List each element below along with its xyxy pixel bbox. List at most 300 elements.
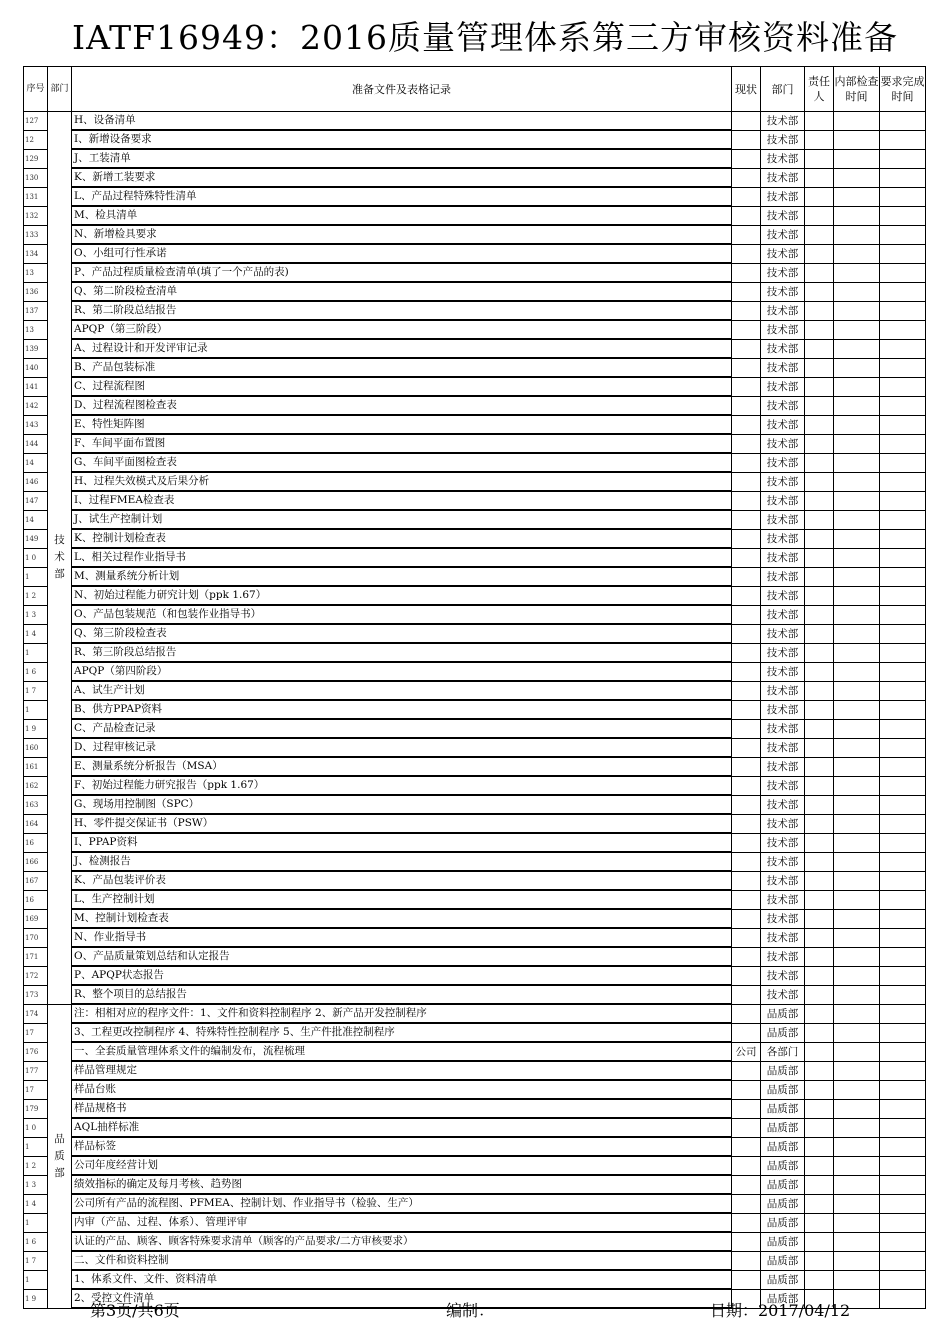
row-number: 1 7 [24, 681, 48, 700]
row-number: 1 [24, 1270, 48, 1289]
document-name: G、车间平面图检查表 [72, 453, 732, 472]
row-status [732, 1156, 761, 1175]
row-status [732, 586, 761, 605]
row-deadline [880, 871, 926, 890]
row-internal-check [834, 377, 880, 396]
row-number: 14 [24, 453, 48, 472]
row-deadline [880, 472, 926, 491]
table-row [24, 1061, 926, 1080]
row-deadline [880, 510, 926, 529]
row-dept: 技术部 [761, 282, 805, 301]
row-deadline [880, 1118, 926, 1137]
row-status [732, 795, 761, 814]
document-name: L、产品过程特殊特性清单 [72, 187, 732, 206]
row-owner [805, 1118, 834, 1137]
row-internal-check [834, 1156, 880, 1175]
row-owner [805, 757, 834, 776]
row-number: 164 [24, 814, 48, 833]
row-dept: 技术部 [761, 396, 805, 415]
table-row [24, 301, 926, 320]
row-status [732, 396, 761, 415]
row-internal-check [834, 681, 880, 700]
row-number: 142 [24, 396, 48, 415]
row-number: 137 [24, 301, 48, 320]
row-internal-check [834, 112, 880, 131]
header-seq: 序号 [24, 67, 48, 112]
row-status [732, 1023, 761, 1042]
document-name: F、车间平面布置图 [72, 434, 732, 453]
row-status [732, 529, 761, 548]
row-status [732, 909, 761, 928]
table-row [24, 1232, 926, 1251]
row-internal-check [834, 1137, 880, 1156]
row-dept: 技术部 [761, 112, 805, 131]
row-status [732, 1004, 761, 1023]
row-status [732, 415, 761, 434]
row-internal-check [834, 130, 880, 149]
row-dept: 品质部 [761, 1289, 805, 1308]
row-deadline [880, 947, 926, 966]
row-status [732, 187, 761, 206]
row-deadline [880, 130, 926, 149]
row-internal-check [834, 491, 880, 510]
table-row [24, 871, 926, 890]
row-status [732, 871, 761, 890]
table-row [24, 377, 926, 396]
row-status: 公司 [732, 1042, 761, 1061]
row-dept: 技术部 [761, 605, 805, 624]
table-row [24, 757, 926, 776]
row-status [732, 339, 761, 358]
document-name: 认证的产品、顾客、顾客特殊要求清单（顾客的产品要求/二方审核要求） [72, 1232, 732, 1251]
row-dept: 品质部 [761, 1251, 805, 1270]
table-row [24, 852, 926, 871]
row-owner [805, 624, 834, 643]
row-owner [805, 225, 834, 244]
row-deadline [880, 1156, 926, 1175]
row-number: 1 [24, 1213, 48, 1232]
row-dept: 品质部 [761, 1137, 805, 1156]
table-row [24, 605, 926, 624]
row-owner [805, 947, 834, 966]
row-owner [805, 1004, 834, 1023]
row-status [732, 1099, 761, 1118]
row-owner [805, 795, 834, 814]
table-row [24, 738, 926, 757]
row-status [732, 567, 761, 586]
row-deadline [880, 928, 926, 947]
header-dept2: 部门 [761, 67, 805, 112]
row-internal-check [834, 662, 880, 681]
row-owner [805, 548, 834, 567]
row-deadline [880, 985, 926, 1004]
row-number: 134 [24, 244, 48, 263]
row-internal-check [834, 529, 880, 548]
row-number: 179 [24, 1099, 48, 1118]
row-number: 17 [24, 1023, 48, 1042]
row-number: 1 2 [24, 1156, 48, 1175]
table-row [24, 548, 926, 567]
document-name: M、控制计划检查表 [72, 909, 732, 928]
row-dept: 技术部 [761, 548, 805, 567]
row-dept: 技术部 [761, 187, 805, 206]
row-deadline [880, 700, 926, 719]
row-status [732, 282, 761, 301]
document-name: J、检测报告 [72, 852, 732, 871]
row-internal-check [834, 415, 880, 434]
row-deadline [880, 1194, 926, 1213]
document-name: 绩效指标的确定及每月考核、趋势图 [72, 1175, 732, 1194]
row-internal-check [834, 434, 880, 453]
document-name: D、过程审核记录 [72, 738, 732, 757]
document-name: P、产品过程质量检查清单(填了一个产品的表) [72, 263, 732, 282]
row-deadline [880, 966, 926, 985]
row-number: 16 [24, 890, 48, 909]
row-deadline [880, 320, 926, 339]
row-status [732, 112, 761, 131]
table-row [24, 225, 926, 244]
row-owner [805, 415, 834, 434]
row-owner [805, 1232, 834, 1251]
row-deadline [880, 282, 926, 301]
row-number: 163 [24, 795, 48, 814]
row-internal-check [834, 909, 880, 928]
row-internal-check [834, 358, 880, 377]
row-owner [805, 1099, 834, 1118]
row-deadline [880, 643, 926, 662]
row-status [732, 662, 761, 681]
row-status [732, 206, 761, 225]
table-row [24, 662, 926, 681]
row-deadline [880, 624, 926, 643]
row-number: 1 7 [24, 1251, 48, 1270]
row-dept: 品质部 [761, 1194, 805, 1213]
document-name: R、第二阶段总结报告 [72, 301, 732, 320]
row-dept: 技术部 [761, 624, 805, 643]
row-number: 160 [24, 738, 48, 757]
table-row [24, 339, 926, 358]
document-name: Q、第二阶段检查清单 [72, 282, 732, 301]
row-deadline [880, 206, 926, 225]
row-internal-check [834, 339, 880, 358]
row-number: 171 [24, 947, 48, 966]
document-name: 样品规格书 [72, 1099, 732, 1118]
row-number: 141 [24, 377, 48, 396]
row-internal-check [834, 301, 880, 320]
table-row [24, 1270, 926, 1289]
table-row [24, 1118, 926, 1137]
document-name: 3、工程更改控制程序 4、特殊特性控制程序 5、生产件批准控制程序 [72, 1023, 732, 1042]
row-internal-check [834, 567, 880, 586]
row-status [732, 1137, 761, 1156]
row-deadline [880, 1061, 926, 1080]
row-status [732, 852, 761, 871]
row-owner [805, 719, 834, 738]
row-status [732, 453, 761, 472]
row-number: 146 [24, 472, 48, 491]
document-name: 内审（产品、过程、体系）、管理评审 [72, 1213, 732, 1232]
row-owner [805, 700, 834, 719]
row-internal-check [834, 510, 880, 529]
row-number: 161 [24, 757, 48, 776]
document-name: O、产品质量策划总结和认定报告 [72, 947, 732, 966]
row-dept: 技术部 [761, 738, 805, 757]
row-number: 133 [24, 225, 48, 244]
row-status [732, 643, 761, 662]
row-deadline [880, 1042, 926, 1061]
table-row [24, 1213, 926, 1232]
row-status [732, 947, 761, 966]
row-status [732, 1061, 761, 1080]
document-name: D、过程流程图检查表 [72, 396, 732, 415]
row-dept: 品质部 [761, 1232, 805, 1251]
row-internal-check [834, 320, 880, 339]
row-dept: 品质部 [761, 1118, 805, 1137]
row-internal-check [834, 548, 880, 567]
table-row [24, 149, 926, 168]
row-owner [805, 1194, 834, 1213]
row-dept: 技术部 [761, 985, 805, 1004]
table-row [24, 282, 926, 301]
footer-editor: 编制： [446, 1301, 495, 1320]
document-name: K、产品包装评价表 [72, 871, 732, 890]
table-row [24, 947, 926, 966]
row-status [732, 814, 761, 833]
row-deadline [880, 244, 926, 263]
row-owner [805, 149, 834, 168]
row-internal-check [834, 1251, 880, 1270]
document-name: 样品管理规定 [72, 1061, 732, 1080]
document-name: 2、受控文件清单 [72, 1289, 732, 1308]
row-owner [805, 263, 834, 282]
row-dept: 技术部 [761, 339, 805, 358]
row-deadline [880, 434, 926, 453]
row-owner [805, 852, 834, 871]
table-row [24, 567, 926, 586]
document-name: J、工装清单 [72, 149, 732, 168]
table-row [24, 1042, 926, 1061]
row-deadline [880, 605, 926, 624]
row-internal-check [834, 947, 880, 966]
row-number: 130 [24, 168, 48, 187]
row-internal-check [834, 624, 880, 643]
row-owner [805, 510, 834, 529]
row-number: 147 [24, 491, 48, 510]
header-status: 现状 [732, 67, 761, 112]
row-owner [805, 130, 834, 149]
table-row [24, 909, 926, 928]
row-owner [805, 1175, 834, 1194]
page-title: IATF16949：2016质量管理体系第三方审核资料准备 [72, 18, 898, 57]
row-owner [805, 871, 834, 890]
table-row [24, 890, 926, 909]
document-name: A、试生产计划 [72, 681, 732, 700]
row-owner [805, 187, 834, 206]
row-internal-check [834, 206, 880, 225]
row-number: 173 [24, 985, 48, 1004]
row-internal-check [834, 814, 880, 833]
row-owner [805, 434, 834, 453]
row-internal-check [834, 700, 880, 719]
row-dept: 技术部 [761, 415, 805, 434]
row-dept: 技术部 [761, 491, 805, 510]
document-name: 样品标签 [72, 1137, 732, 1156]
document-name: N、初始过程能力研究计划（ppk 1.67） [72, 586, 732, 605]
row-internal-check [834, 1213, 880, 1232]
document-name: I、PPAP资料 [72, 833, 732, 852]
document-name: AQL抽样标准 [72, 1118, 732, 1137]
row-dept: 技术部 [761, 833, 805, 852]
row-owner [805, 168, 834, 187]
row-number: 149 [24, 529, 48, 548]
table-row [24, 320, 926, 339]
row-owner [805, 339, 834, 358]
row-status [732, 472, 761, 491]
row-dept: 技术部 [761, 757, 805, 776]
row-internal-check [834, 738, 880, 757]
table-row [24, 928, 926, 947]
row-owner [805, 244, 834, 263]
row-internal-check [834, 1118, 880, 1137]
document-name: M、检具清单 [72, 206, 732, 225]
row-number: 1 [24, 567, 48, 586]
row-status [732, 1175, 761, 1194]
row-number: 1 2 [24, 586, 48, 605]
row-status [732, 130, 761, 149]
row-internal-check [834, 453, 880, 472]
row-number: 1 [24, 700, 48, 719]
row-deadline [880, 757, 926, 776]
row-number: 167 [24, 871, 48, 890]
row-status [732, 225, 761, 244]
table-row [24, 112, 926, 131]
row-dept: 技术部 [761, 662, 805, 681]
row-dept: 技术部 [761, 510, 805, 529]
document-name: 一、全套质量管理体系文件的编制发布，流程梳理 [72, 1042, 732, 1061]
row-dept: 技术部 [761, 320, 805, 339]
row-number: 139 [24, 339, 48, 358]
row-dept: 技术部 [761, 225, 805, 244]
table-row [24, 434, 926, 453]
row-deadline [880, 1270, 926, 1289]
row-deadline [880, 776, 926, 795]
table-row [24, 168, 926, 187]
row-deadline [880, 1232, 926, 1251]
row-owner [805, 1156, 834, 1175]
row-internal-check [834, 1080, 880, 1099]
row-internal-check [834, 168, 880, 187]
row-number: 177 [24, 1061, 48, 1080]
table-header-row [24, 67, 926, 112]
row-owner [805, 396, 834, 415]
document-name: APQP（第三阶段） [72, 320, 732, 339]
row-dept: 技术部 [761, 358, 805, 377]
row-number: 162 [24, 776, 48, 795]
row-deadline [880, 1137, 926, 1156]
document-name: APQP（第四阶段） [72, 662, 732, 681]
table-row [24, 1080, 926, 1099]
header-owner: 责任人 [805, 67, 834, 112]
row-status [732, 244, 761, 263]
header-doc: 准备文件及表格记录 [72, 67, 732, 112]
row-internal-check [834, 757, 880, 776]
row-status [732, 510, 761, 529]
row-deadline [880, 1004, 926, 1023]
row-deadline [880, 377, 926, 396]
row-status [732, 985, 761, 1004]
row-deadline [880, 112, 926, 131]
document-name: A、过程设计和开发评审记录 [72, 339, 732, 358]
row-number: 172 [24, 966, 48, 985]
row-deadline [880, 567, 926, 586]
row-internal-check [834, 263, 880, 282]
row-owner [805, 586, 834, 605]
table-row [24, 700, 926, 719]
row-owner [805, 814, 834, 833]
row-owner [805, 1042, 834, 1061]
row-internal-check [834, 928, 880, 947]
row-number: 1 4 [24, 1194, 48, 1213]
row-number: 1 [24, 1137, 48, 1156]
header-deadline: 要求完成时间 [880, 67, 926, 112]
document-name: J、试生产控制计划 [72, 510, 732, 529]
row-status [732, 434, 761, 453]
table-row [24, 263, 926, 282]
row-internal-check [834, 890, 880, 909]
document-name: H、过程失效模式及后果分析 [72, 472, 732, 491]
row-internal-check [834, 396, 880, 415]
row-owner [805, 738, 834, 757]
row-owner [805, 985, 834, 1004]
table-row [24, 586, 926, 605]
row-status [732, 776, 761, 795]
table-row [24, 1251, 926, 1270]
row-deadline [880, 795, 926, 814]
row-internal-check [834, 1061, 880, 1080]
row-status [732, 491, 761, 510]
table-row [24, 1194, 926, 1213]
document-name: E、测量系统分析报告（MSA） [72, 757, 732, 776]
row-deadline [880, 738, 926, 757]
document-name: N、新增检具要求 [72, 225, 732, 244]
row-deadline [880, 1099, 926, 1118]
document-name: F、初始过程能力研究报告（ppk 1.67） [72, 776, 732, 795]
row-dept: 技术部 [761, 301, 805, 320]
table-row [24, 510, 926, 529]
row-owner [805, 1137, 834, 1156]
row-number: 1 6 [24, 662, 48, 681]
row-status [732, 681, 761, 700]
row-owner [805, 966, 834, 985]
row-internal-check [834, 1270, 880, 1289]
row-dept: 品质部 [761, 1080, 805, 1099]
row-internal-check [834, 244, 880, 263]
row-dept: 品质部 [761, 1156, 805, 1175]
document-name: 注：相相对应的程序文件：1、文件和资料控制程序 2、新产品开发控制程序 [72, 1004, 732, 1023]
document-name: P、APQP状态报告 [72, 966, 732, 985]
row-internal-check [834, 472, 880, 491]
document-name: 样品台账 [72, 1080, 732, 1099]
row-number: 166 [24, 852, 48, 871]
row-number: 140 [24, 358, 48, 377]
row-owner [805, 1023, 834, 1042]
document-name: 1、体系文件、文件、资料清单 [72, 1270, 732, 1289]
row-number: 1 3 [24, 1175, 48, 1194]
row-number: 174 [24, 1004, 48, 1023]
row-status [732, 168, 761, 187]
row-internal-check [834, 966, 880, 985]
row-owner [805, 909, 834, 928]
